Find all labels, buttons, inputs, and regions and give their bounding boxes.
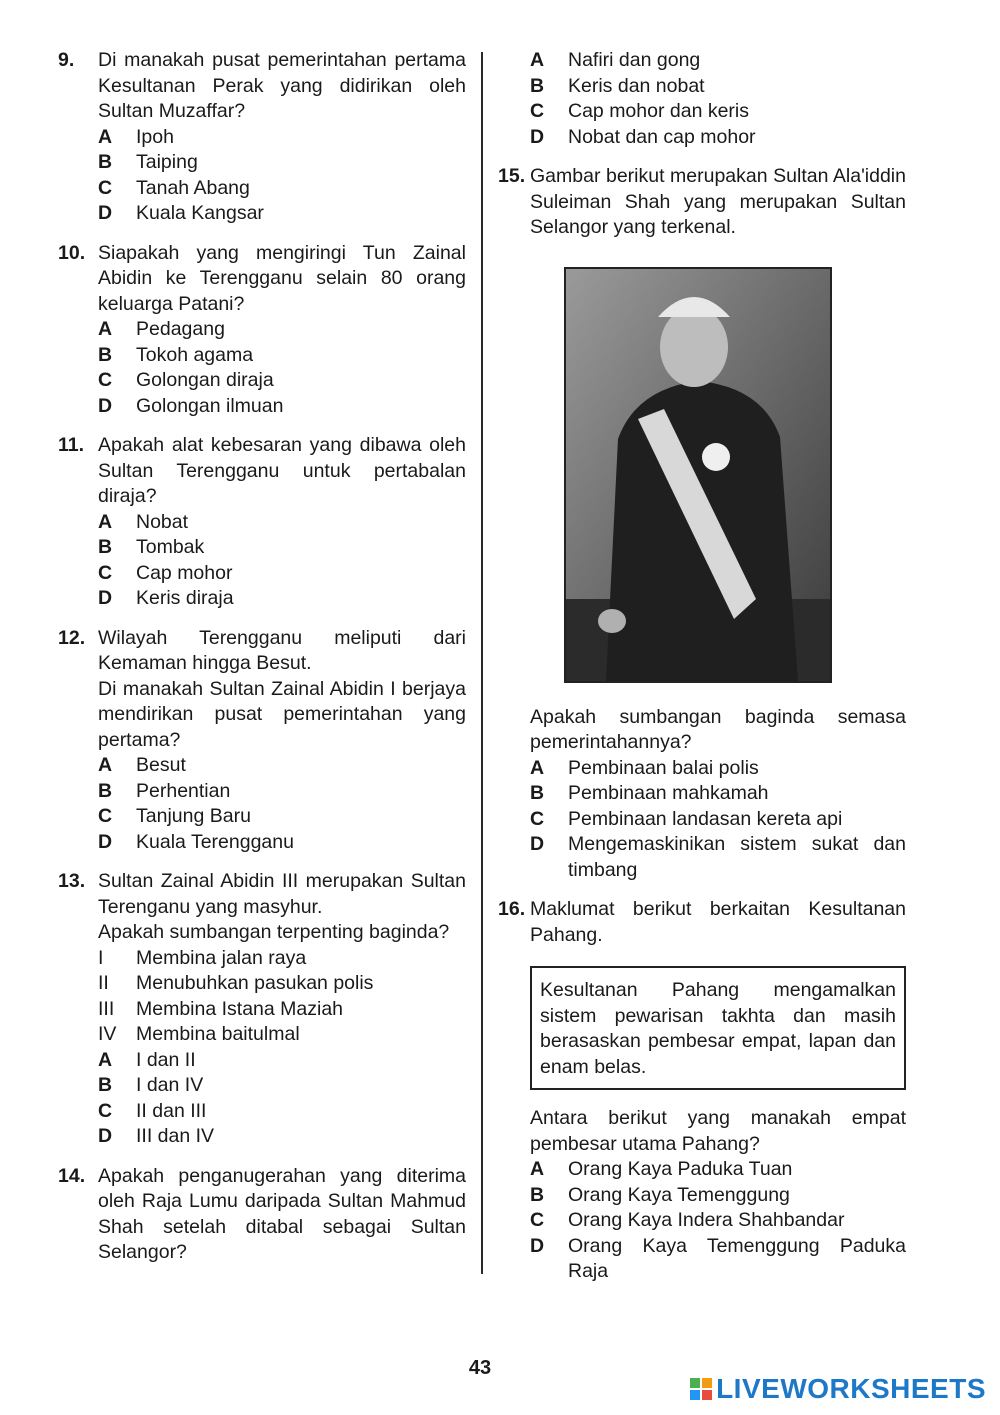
option-a[interactable]: A Nafiri dan gong — [530, 49, 701, 71]
question-stem: Apakah alat kebesaran yang dibawa oleh Sultan Terengganu untuk pertabalan diraja? — [98, 434, 466, 507]
option-b[interactable]: B Taiping — [98, 151, 198, 173]
option-c[interactable]: C Tanjung Baru — [98, 805, 251, 827]
question-9 — [58, 48, 466, 227]
option-d[interactable]: D Orang Kaya Temenggung Paduka Raja — [530, 1234, 906, 1282]
option-b[interactable]: B Tokoh agama — [98, 343, 254, 366]
question-16 — [498, 897, 906, 1285]
option-d[interactable]: D Nobat dan cap mohor — [530, 125, 756, 148]
question-text: Apakah sumbangan baginda semasa pemerintahannya? — [530, 705, 906, 753]
statement-ii: II Menubuhkan pasukan polis — [98, 972, 374, 994]
question-stem: Apakah penganugerahan yang diterima oleh Raja Lumu daripada Sultan Mahmud Shah setelah ditabal sebagai Sultan Selangor? — [98, 1164, 466, 1263]
option-c[interactable]: C II dan III — [98, 1099, 207, 1122]
question-context: Wilayah Terengganu meliputi dari Kemaman hingga Besut. — [98, 626, 466, 674]
question-stem: Di manakah pusat pemerintahan pertama Kesultanan Perak yang didirikan oleh Sultan Muzaffar? — [98, 49, 466, 122]
option-d[interactable]: D Kuala Terengganu — [98, 830, 294, 853]
question-11 — [58, 433, 466, 612]
option-a[interactable]: A Besut — [98, 754, 186, 776]
question-number: 13. — [58, 870, 86, 892]
option-c[interactable]: C Tanah Abang — [98, 176, 250, 199]
option-c[interactable]: C Cap mohor — [98, 561, 233, 584]
option-c[interactable]: C Golongan diraja — [98, 369, 274, 391]
option-b[interactable]: B Tombak — [98, 536, 205, 558]
question-number: 12. — [58, 626, 86, 649]
option-a[interactable]: A Pembinaan balai polis — [530, 756, 759, 779]
option-c[interactable]: C Pembinaan landasan kereta api — [530, 807, 843, 830]
option-a[interactable]: A Ipoh — [98, 125, 174, 148]
page-number: 43 — [468, 1357, 492, 1379]
statement-i: I Membina jalan raya — [98, 946, 307, 969]
question-stem: Apakah sumbangan terpenting baginda? — [98, 921, 450, 943]
question-number: 9. — [58, 49, 75, 71]
option-d[interactable]: D Keris diraja — [98, 587, 234, 609]
option-a[interactable]: A I dan II — [98, 1048, 196, 1071]
option-d[interactable]: D Mengemaskinikan sistem sukat dan timbang — [530, 833, 906, 881]
question-stem: Maklumat berikut berkaitan Kesultanan Pahang. — [530, 898, 906, 946]
question-15 — [498, 164, 906, 883]
question-number: 15. — [498, 165, 526, 187]
column-divider — [481, 52, 483, 1274]
question-14 — [58, 1164, 466, 1266]
option-a[interactable]: A Nobat — [98, 510, 189, 533]
sultan-portrait-photo — [564, 267, 832, 683]
statement-iv: IV Membina baitulmal — [98, 1023, 300, 1045]
right-column — [498, 48, 906, 1299]
option-a[interactable]: A Pedagang — [98, 318, 225, 340]
question-13 — [58, 869, 466, 1150]
question-stem: Di manakah Sultan Zainal Abidin I berjaya mendirikan pusat pemerintahan yang pertama? — [98, 677, 466, 751]
info-box: Kesultanan Pahang mengamalkan sistem pewarisan takhta dan masih berasaskan pembesar empat, lapan dan enam belas. — [530, 966, 906, 1090]
question-12 — [58, 626, 466, 856]
liveworksheets-brand — [690, 1373, 986, 1404]
option-d[interactable]: D III dan IV — [98, 1125, 215, 1147]
brand-name: LIVEWORKSHEETS — [716, 1373, 986, 1404]
option-a[interactable]: A Orang Kaya Paduka Tuan — [530, 1158, 793, 1180]
question-number: 10. — [58, 241, 86, 264]
question-14-options — [498, 48, 906, 150]
portrait-illustration — [566, 269, 830, 681]
question-number: 16. — [498, 898, 526, 920]
option-d[interactable]: D Golongan ilmuan — [98, 394, 284, 417]
liveworksheets-logo-icon — [690, 1378, 712, 1400]
option-b[interactable]: B Keris dan nobat — [530, 74, 705, 97]
option-b[interactable]: B I dan IV — [98, 1074, 204, 1096]
question-number: 14. — [58, 1164, 86, 1187]
option-b[interactable]: B Perhentian — [98, 779, 231, 802]
question-number: 11. — [58, 434, 85, 456]
question-text: Antara berikut yang manakah empat pembesar utama Pahang? — [530, 1107, 906, 1155]
left-column — [58, 48, 466, 1280]
question-stem: Gambar berikut merupakan Sultan Ala'iddin Suleiman Shah yang merupakan Sultan Selangor yang terkenal. — [530, 165, 906, 238]
option-c[interactable]: C Cap mohor dan keris — [530, 100, 750, 122]
option-d[interactable]: D Kuala Kangsar — [98, 202, 264, 224]
option-b[interactable]: B Pembinaan mahkamah — [530, 782, 769, 804]
option-c[interactable]: C Orang Kaya Indera Shahbandar — [530, 1209, 845, 1231]
statement-iii: III Membina Istana Maziah — [98, 997, 344, 1020]
question-context: Sultan Zainal Abidin III merupakan Sultan Terenganu yang masyhur. — [98, 870, 466, 918]
question-10 — [58, 241, 466, 420]
option-b[interactable]: B Orang Kaya Temenggung — [530, 1183, 790, 1206]
question-stem: Siapakah yang mengiringi Tun Zainal Abidin ke Terengganu selain 80 orang keluarga Patani? — [98, 241, 466, 315]
